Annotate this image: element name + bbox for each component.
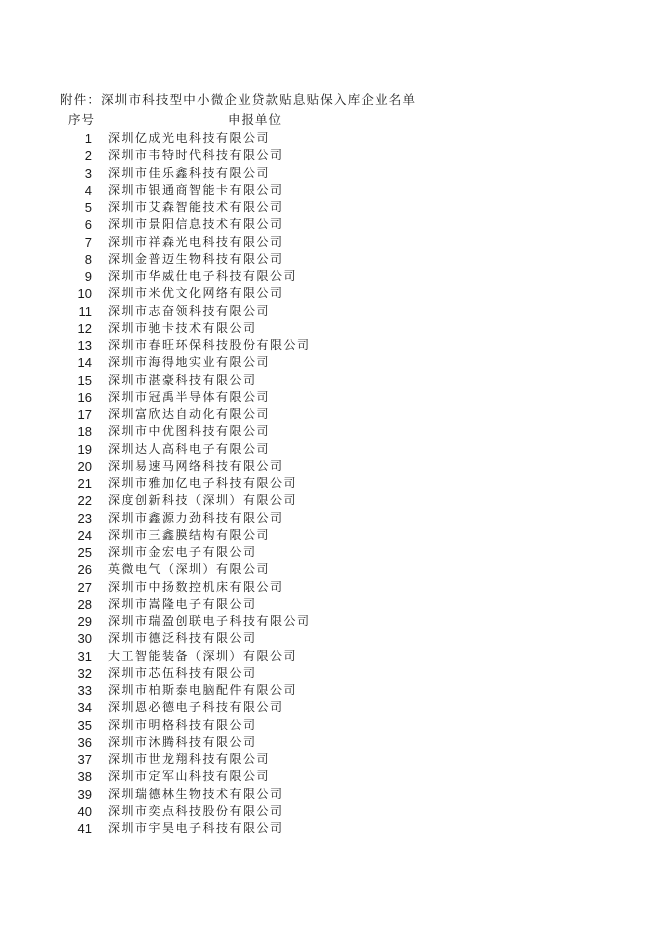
company-name: 深圳市金宏电子有限公司: [108, 545, 257, 559]
row-number: 17: [77, 407, 92, 422]
table-row: [0, 268, 662, 285]
company-name: 深圳市柏斯泰电脑配件有限公司: [108, 683, 298, 697]
table-row: [0, 630, 662, 647]
row-number: 33: [77, 683, 92, 698]
table-row: [0, 130, 662, 147]
company-name: 深圳亿成光电科技有限公司: [108, 131, 271, 145]
table-row: [0, 699, 662, 716]
table-row: [0, 786, 662, 803]
row-number: 18: [77, 424, 92, 440]
company-name: 深圳市米优文化网络有限公司: [108, 286, 284, 301]
company-name: 大工智能装备（深圳）有限公司: [108, 648, 298, 663]
row-number: 3: [84, 165, 92, 181]
company-name: 深圳市德泛科技有限公司: [108, 631, 257, 646]
row-number: 5: [84, 200, 92, 215]
table-row: [0, 579, 662, 596]
table-row: [0, 613, 662, 630]
company-name: 深圳市沐腾科技有限公司: [108, 734, 257, 749]
table-row: [0, 165, 662, 182]
company-name: 英微电气（深圳）有限公司: [108, 562, 271, 577]
table-row: [0, 216, 662, 233]
company-name: 深圳市华威仕电子科技有限公司: [108, 269, 298, 283]
table-row: [0, 527, 662, 544]
company-name: 深圳市芯伍科技有限公司: [108, 665, 257, 680]
company-name: 深圳市韦特时代科技有限公司: [108, 148, 284, 163]
table-row: [0, 596, 662, 613]
company-name: 深圳金普迈生物科技有限公司: [108, 251, 284, 266]
table-header: [0, 110, 662, 127]
company-name: 深圳市定军山科技有限公司: [108, 769, 271, 784]
company-name: 深圳市湛豪科技有限公司: [108, 372, 257, 387]
table-row: [0, 717, 662, 734]
header-index: 序号: [68, 112, 96, 127]
row-number: 6: [84, 217, 92, 233]
row-number: 34: [77, 700, 92, 716]
row-number: 26: [77, 562, 92, 578]
company-list: [0, 130, 662, 837]
row-number: 19: [77, 441, 92, 457]
company-name: 深圳市奕点科技股份有限公司: [108, 803, 284, 818]
row-number: 16: [77, 389, 92, 405]
table-row: [0, 510, 662, 527]
company-name: 深圳市银通商智能卡有限公司: [108, 182, 284, 197]
row-number: 38: [77, 769, 92, 785]
table-row: [0, 458, 662, 475]
row-number: 12: [77, 320, 92, 336]
table-row: [0, 251, 662, 268]
row-number: 10: [77, 286, 92, 302]
table-row: [0, 803, 662, 820]
row-number: 39: [77, 786, 92, 802]
row-number: 8: [84, 251, 92, 267]
table-row: [0, 199, 662, 216]
company-name: 深圳市春旺环保科技股份有限公司: [108, 338, 311, 352]
company-name: 深圳易速马网络科技有限公司: [108, 458, 284, 473]
table-row: [0, 234, 662, 251]
company-name: 深圳市明格科技有限公司: [108, 717, 257, 732]
row-number: 40: [77, 803, 92, 819]
row-number: 28: [77, 596, 92, 612]
row-number: 30: [77, 631, 92, 647]
document-title: 附件：深圳市科技型中小微企业贷款贴息贴保入库企业名单: [60, 92, 417, 107]
row-number: 25: [77, 545, 92, 560]
table-row: [0, 820, 662, 837]
row-number: 24: [77, 527, 92, 543]
row-number: 31: [77, 648, 92, 664]
company-name: 深圳市瑞盈创联电子科技有限公司: [108, 614, 311, 628]
company-name: 深圳市驰卡技术有限公司: [108, 320, 257, 335]
row-number: 11: [78, 303, 92, 319]
company-name: 深圳市中优图科技有限公司: [108, 424, 271, 439]
company-name: 深圳市嵩隆电子有限公司: [108, 596, 257, 611]
row-number: 32: [77, 665, 92, 681]
company-name: 深圳市世龙翔科技有限公司: [108, 752, 271, 766]
company-name: 深圳瑞德林生物技术有限公司: [108, 786, 284, 801]
row-number: 27: [77, 579, 92, 595]
table-row: [0, 337, 662, 354]
row-number: 2: [84, 148, 92, 164]
table-row: [0, 475, 662, 492]
row-number: 22: [77, 493, 92, 509]
row-number: 13: [77, 338, 92, 353]
table-row: [0, 182, 662, 199]
table-row: [0, 734, 662, 751]
table-row: [0, 648, 662, 665]
table-row: [0, 303, 662, 320]
table-row: [0, 441, 662, 458]
company-name: 深圳达人高科电子有限公司: [108, 441, 271, 456]
company-name: 深圳恩必德电子科技有限公司: [108, 700, 284, 715]
table-row: [0, 372, 662, 389]
company-name: 深圳市三鑫膜结构有限公司: [108, 527, 271, 542]
row-number: 37: [77, 752, 92, 767]
table-row: [0, 389, 662, 406]
table-row: [0, 492, 662, 509]
company-name: 深圳富欣达自动化有限公司: [108, 407, 271, 421]
company-name: 深圳市中扬数控机床有限公司: [108, 579, 284, 594]
row-number: 14: [77, 355, 92, 371]
row-number: 4: [84, 182, 92, 198]
company-name: 深圳市志奋领科技有限公司: [108, 303, 271, 318]
table-row: [0, 561, 662, 578]
company-name: 深圳市艾森智能技术有限公司: [108, 200, 284, 214]
company-name: 深圳市祥森光电科技有限公司: [108, 234, 284, 249]
table-row: [0, 147, 662, 164]
table-row: [0, 423, 662, 440]
row-number: 20: [77, 458, 92, 474]
row-number: 41: [77, 821, 92, 836]
header-unit: 申报单位: [228, 112, 283, 127]
row-number: 1: [84, 131, 92, 146]
company-name: 深度创新科技（深圳）有限公司: [108, 493, 298, 508]
table-row: [0, 665, 662, 682]
row-number: 35: [77, 717, 92, 733]
table-row: [0, 320, 662, 337]
company-name: 深圳市冠禹半导体有限公司: [108, 389, 271, 404]
row-number: 7: [84, 234, 92, 250]
company-name: 深圳市景阳信息技术有限公司: [108, 217, 284, 232]
table-row: [0, 406, 662, 423]
company-name: 深圳市雅加亿电子科技有限公司: [108, 476, 298, 490]
row-number: 36: [77, 734, 92, 750]
row-number: 9: [84, 269, 92, 284]
company-name: 深圳市宇昊电子科技有限公司: [108, 821, 284, 835]
company-name: 深圳市鑫源力劲科技有限公司: [108, 510, 284, 525]
table-row: [0, 285, 662, 302]
table-row: [0, 682, 662, 699]
table-row: [0, 768, 662, 785]
table-row: [0, 544, 662, 561]
row-number: 21: [77, 476, 92, 491]
company-name: 深圳市佳乐鑫科技有限公司: [108, 165, 271, 180]
company-name: 深圳市海得地实业有限公司: [108, 355, 271, 370]
row-number: 23: [77, 510, 92, 526]
table-row: [0, 751, 662, 768]
row-number: 29: [77, 614, 92, 629]
row-number: 15: [77, 372, 92, 388]
table-row: [0, 354, 662, 371]
